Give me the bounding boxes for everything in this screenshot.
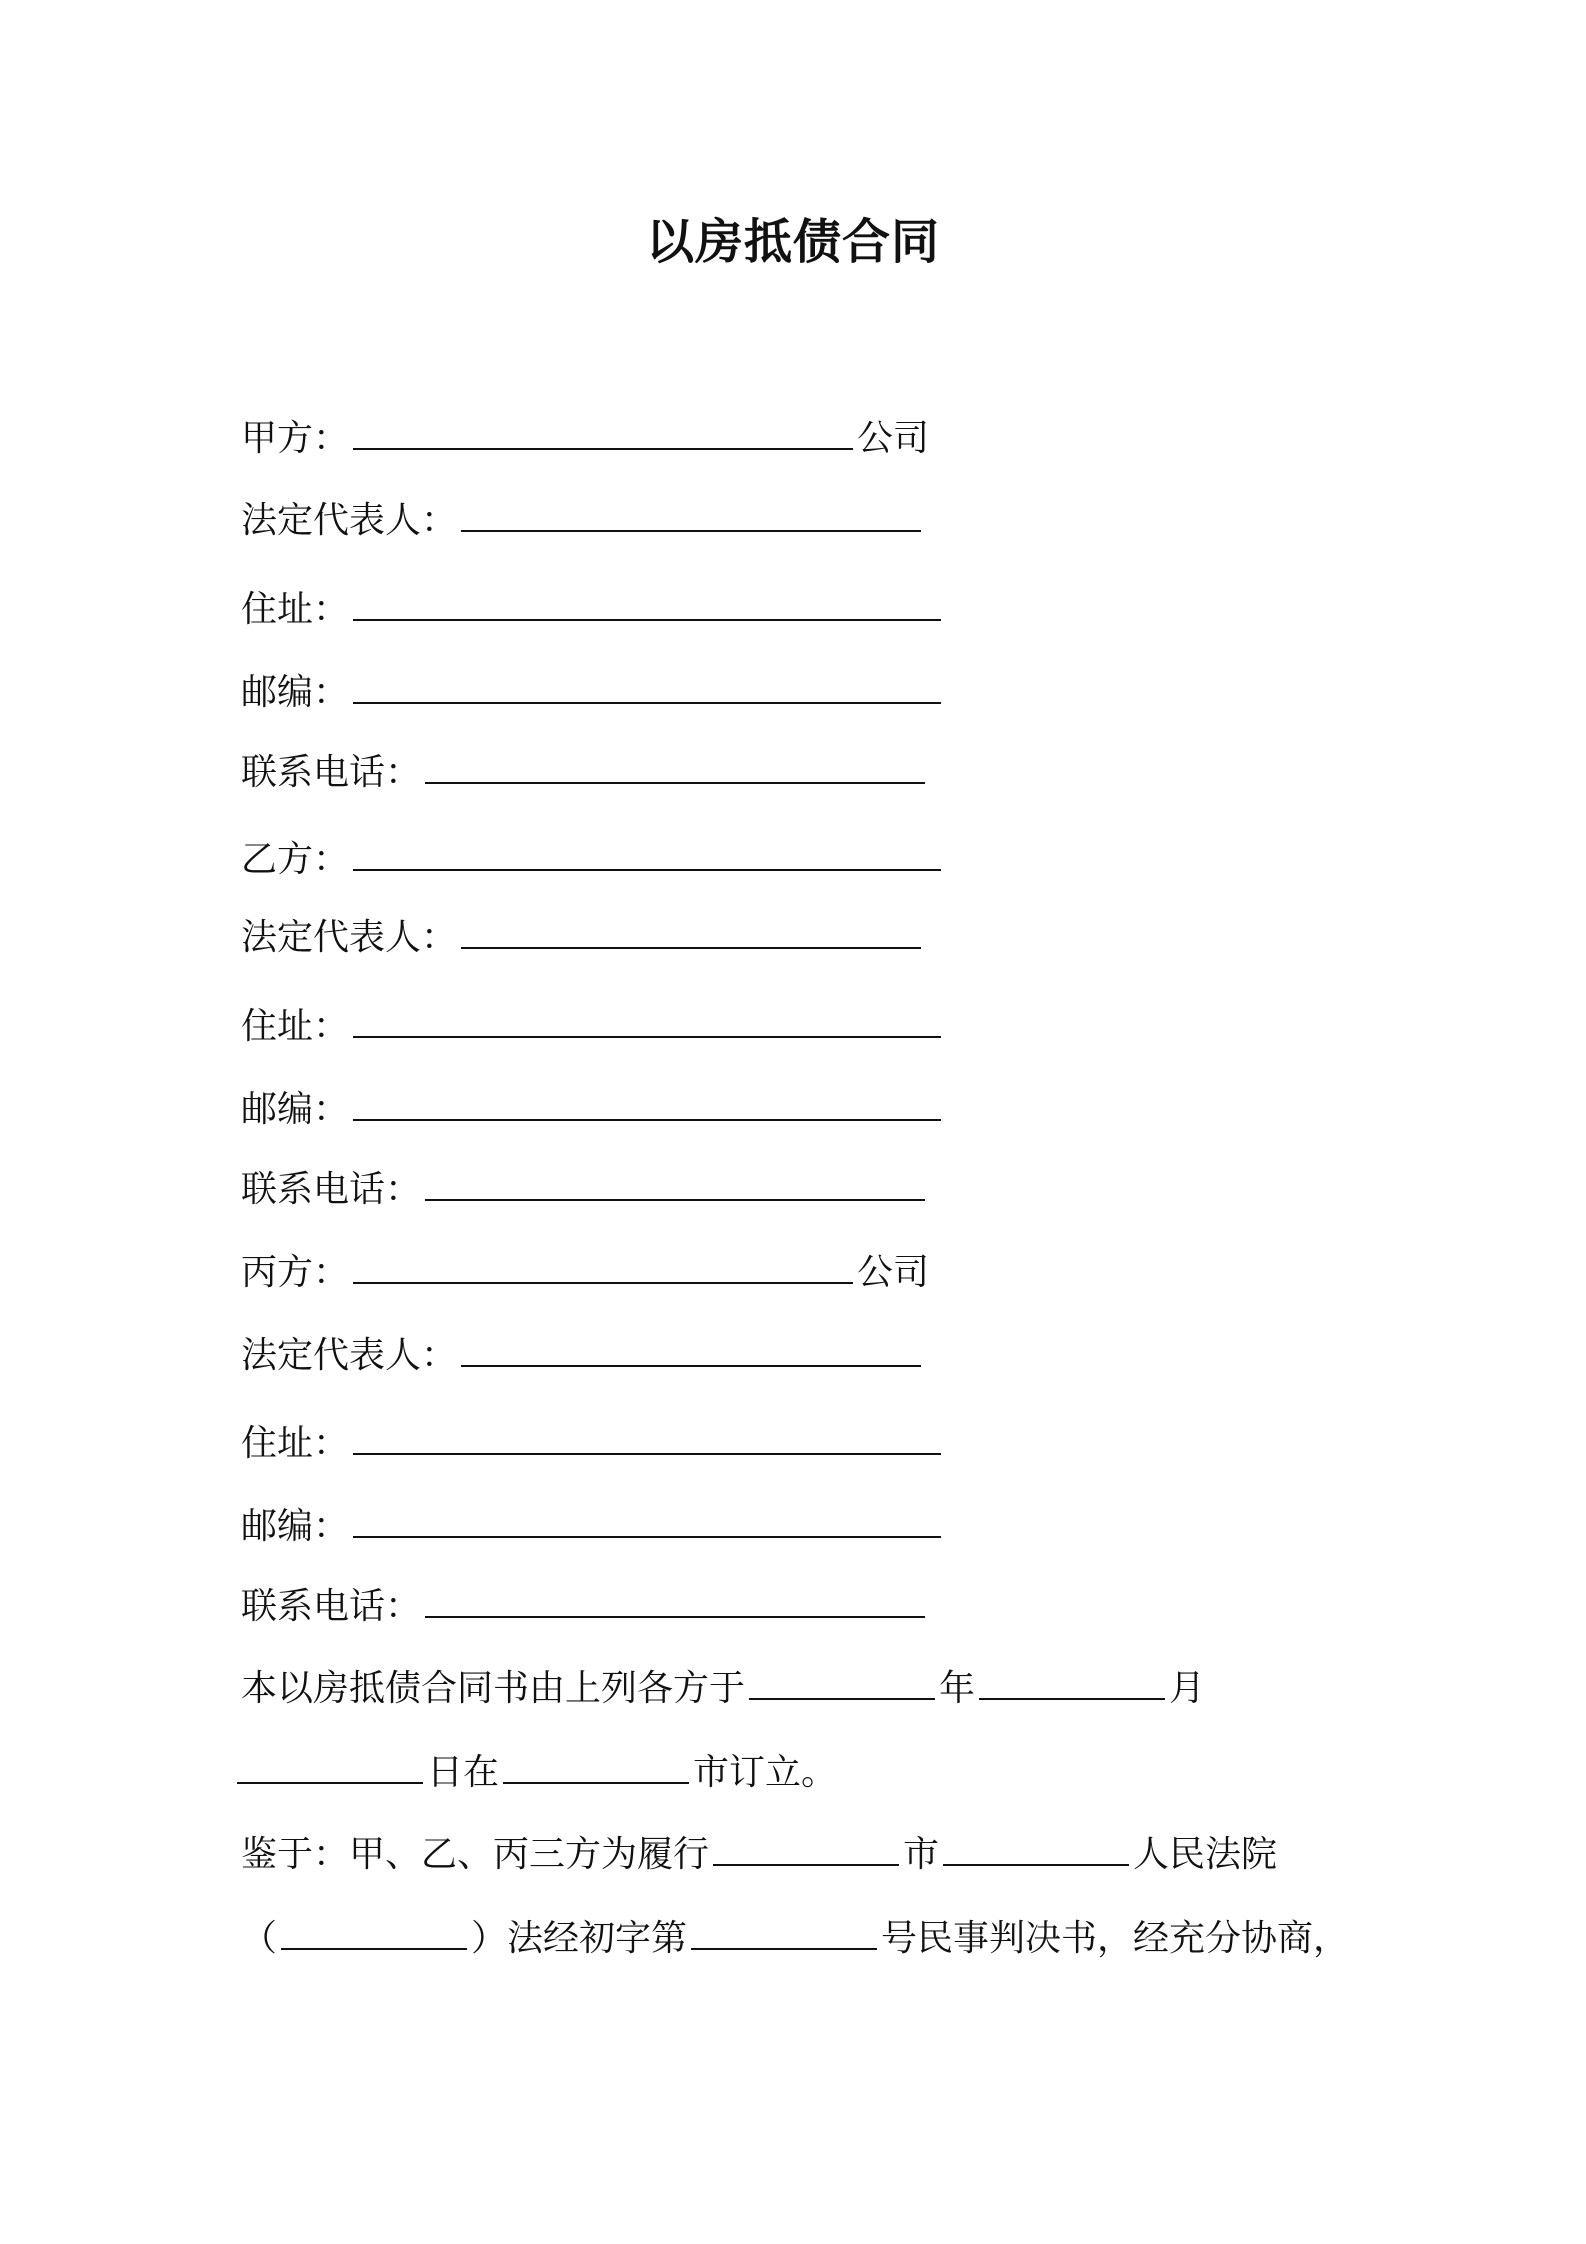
signing-city-suffix: 市订立。 [693, 1752, 838, 1793]
signing-year-label: 年 [939, 1668, 976, 1709]
party-b-phone-blank[interactable] [425, 1165, 925, 1201]
whereas-court-blank[interactable] [943, 1830, 1129, 1866]
party-c-postcode-blank[interactable] [353, 1502, 941, 1538]
party-a-postcode-blank[interactable] [353, 668, 941, 704]
party-a-rep-line [241, 496, 925, 545]
party-a-postcode-line [241, 668, 945, 717]
party-b-postcode-label: 邮编： [241, 1089, 350, 1130]
party-a-rep-label: 法定代表人： [241, 500, 458, 541]
party-a-phone-blank[interactable] [425, 748, 925, 784]
whereas-case-number-blank[interactable] [691, 1914, 877, 1950]
party-a-phone-line [241, 748, 929, 797]
party-a-address-blank[interactable] [353, 585, 941, 621]
party-c-label: 丙方： [241, 1252, 350, 1293]
whereas-city-blank[interactable] [713, 1830, 899, 1866]
party-c-phone-line [241, 1582, 929, 1631]
party-c-rep-line [241, 1331, 925, 1380]
party-b-address-label: 住址： [241, 1006, 350, 1047]
document-title: 以房抵债合同 [645, 214, 940, 270]
signing-line-2 [237, 1748, 837, 1797]
party-c-postcode-line [241, 1502, 945, 1551]
signing-year-blank[interactable] [749, 1664, 935, 1700]
signing-city-blank[interactable] [503, 1748, 689, 1784]
signing-month-label: 月 [1169, 1668, 1206, 1709]
party-a-company-suffix: 公司 [857, 418, 930, 459]
party-c-phone-blank[interactable] [425, 1582, 925, 1618]
whereas-judgment-text: 号民事判决书，经充分协商， [881, 1918, 1350, 1959]
party-b-phone-line [241, 1165, 929, 1214]
party-b-name-blank[interactable] [353, 835, 941, 871]
whereas-line-1 [241, 1830, 1277, 1879]
party-c-rep-blank[interactable] [461, 1331, 921, 1367]
party-b-address-blank[interactable] [353, 1002, 941, 1038]
party-b-rep-blank[interactable] [461, 913, 921, 949]
whereas-year-blank[interactable] [281, 1914, 467, 1950]
whereas-city-label: 市 [903, 1834, 940, 1875]
party-c-address-line [241, 1419, 945, 1468]
party-c-rep-label: 法定代表人： [241, 1335, 458, 1376]
party-a-address-label: 住址： [241, 589, 350, 630]
party-c-name-line [241, 1248, 929, 1297]
party-b-label: 乙方： [241, 839, 350, 880]
whereas-prefix: 鉴于：甲、乙、丙三方为履行 [241, 1834, 710, 1875]
party-b-phone-label: 联系电话： [241, 1169, 422, 1210]
party-a-phone-label: 联系电话： [241, 752, 422, 793]
party-c-address-label: 住址： [241, 1423, 350, 1464]
party-b-rep-line [241, 913, 925, 962]
whereas-line-2 [241, 1914, 1349, 1963]
signing-month-blank[interactable] [979, 1664, 1165, 1700]
party-b-name-line [241, 835, 945, 884]
whereas-case-label: ）法经初字第 [471, 1918, 688, 1959]
party-a-address-line [241, 585, 945, 634]
party-c-phone-label: 联系电话： [241, 1586, 422, 1627]
signing-day-label: 日在 [427, 1752, 500, 1793]
party-a-rep-blank[interactable] [461, 496, 921, 532]
signing-prefix: 本以房抵债合同书由上列各方于 [241, 1668, 746, 1709]
party-a-label: 甲方： [241, 418, 350, 459]
party-b-postcode-blank[interactable] [353, 1085, 941, 1121]
party-c-postcode-label: 邮编： [241, 1506, 350, 1547]
party-a-postcode-label: 邮编： [241, 672, 350, 713]
party-b-postcode-line [241, 1085, 945, 1134]
whereas-open-paren: （ [241, 1918, 278, 1959]
party-b-rep-label: 法定代表人： [241, 917, 458, 958]
party-c-address-blank[interactable] [353, 1419, 941, 1455]
whereas-court-label: 人民法院 [1133, 1834, 1278, 1875]
party-b-address-line [241, 1002, 945, 1051]
signing-line-1 [241, 1664, 1205, 1713]
party-a-name-blank[interactable] [353, 414, 853, 450]
signing-day-blank[interactable] [237, 1748, 423, 1784]
party-c-company-suffix: 公司 [857, 1252, 930, 1293]
party-a-name-line [241, 414, 929, 463]
party-c-name-blank[interactable] [353, 1248, 853, 1284]
